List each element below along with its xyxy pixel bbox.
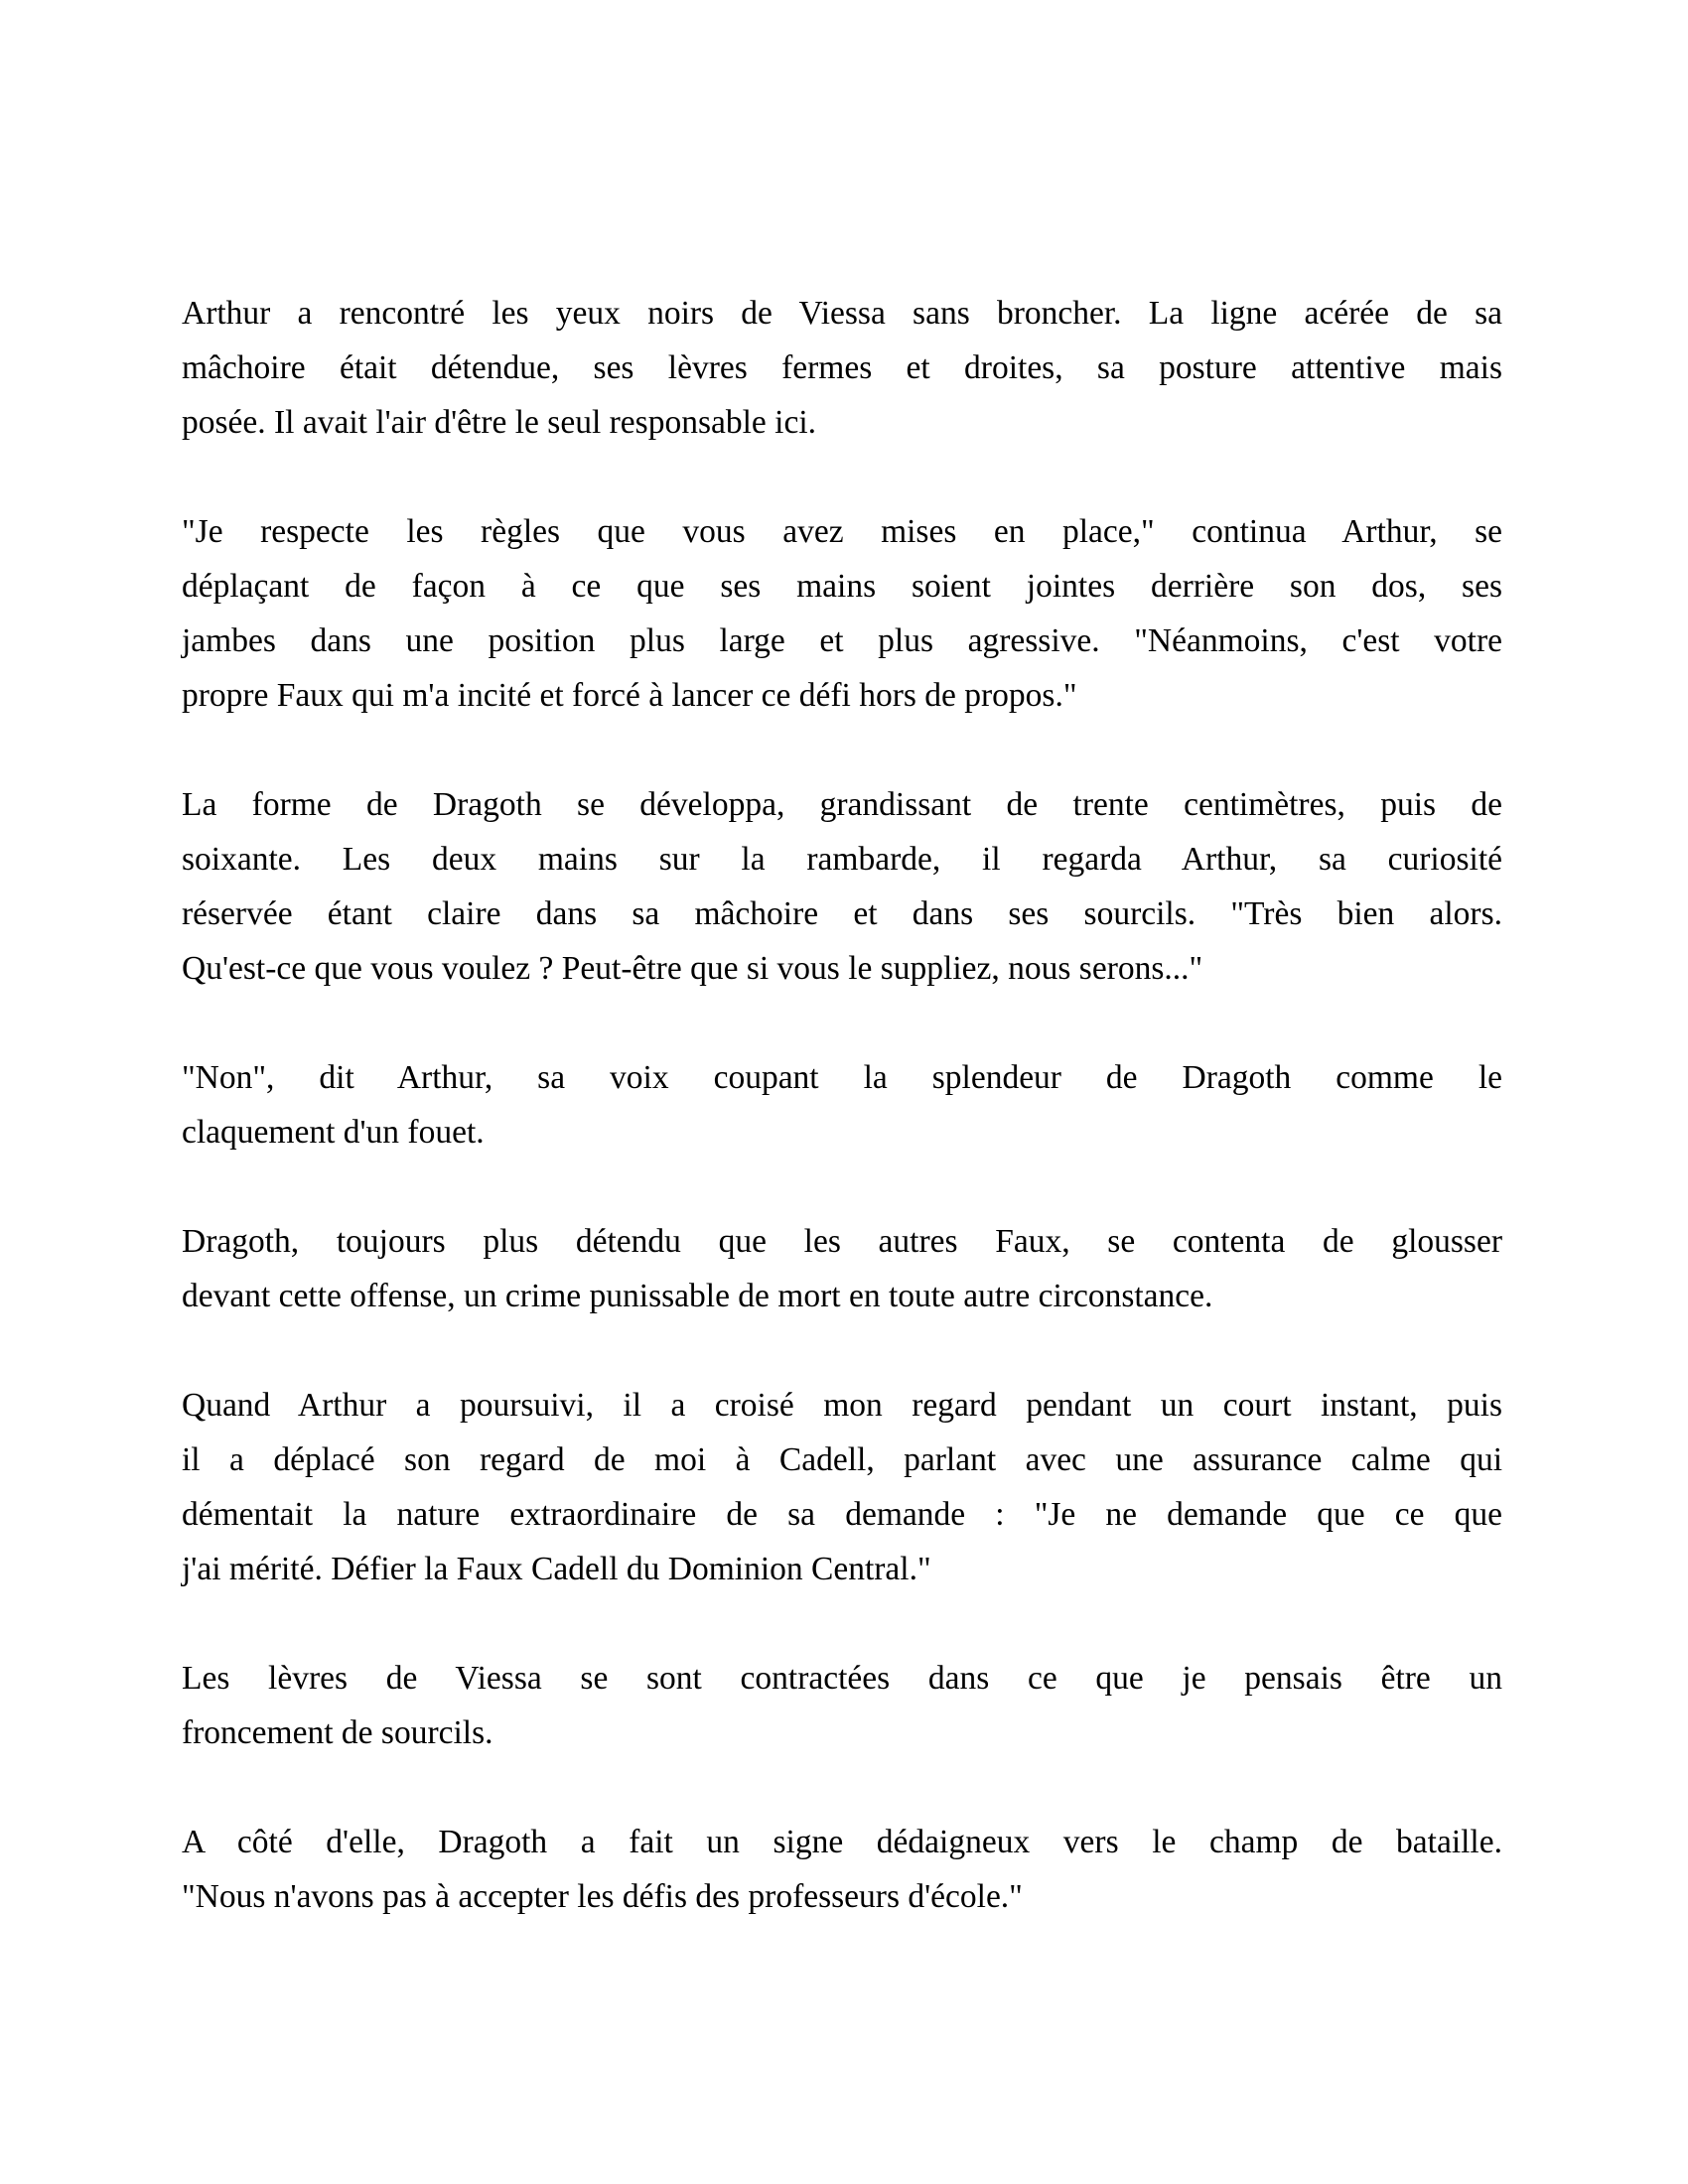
text-line: posée. Il avait l'air d'être le seul responsable ici. xyxy=(182,404,817,441)
text-line: A côté d'elle, Dragoth a fait un signe dédaigneux vers le champ de bataille. xyxy=(182,1824,1502,1860)
text-line: j'ai mérité. Défier la Faux Cadell du Dominion Central." xyxy=(182,1551,931,1587)
text-line: devant cette offense, un crime punissable de mort en toute autre circonstance. xyxy=(182,1278,1213,1314)
paragraph-8 xyxy=(182,1815,1502,1924)
paragraph-3 xyxy=(182,777,1502,996)
text-line: La forme de Dragoth se développa, grandissant de trente centimètres, puis de xyxy=(182,786,1502,823)
text-line: propre Faux qui m'a incité et forcé à lancer ce défi hors de propos." xyxy=(182,677,1077,714)
text-line: Les lèvres de Viessa se sont contractées dans ce que je pensais être un xyxy=(182,1660,1502,1697)
text-line: soixante. Les deux mains sur la rambarde, il regarda Arthur, sa curiosité xyxy=(182,841,1502,878)
text-line: démentait la nature extraordinaire de sa demande : "Je ne demande que ce que xyxy=(182,1496,1502,1533)
document-page xyxy=(182,286,1502,1979)
paragraph-4 xyxy=(182,1050,1502,1160)
text-line: jambes dans une position plus large et plus agressive. "Néanmoins, c'est votre xyxy=(182,622,1502,659)
text-line: froncement de sourcils. xyxy=(182,1714,493,1751)
text-line: "Je respecte les règles que vous avez mises en place," continua Arthur, se xyxy=(182,513,1502,550)
paragraph-2 xyxy=(182,504,1502,723)
paragraph-7 xyxy=(182,1651,1502,1760)
text-line: mâchoire était détendue, ses lèvres fermes et droites, sa posture attentive mais xyxy=(182,349,1502,386)
text-line: Qu'est-ce que vous voulez ? Peut-être que si vous le suppliez, nous serons..." xyxy=(182,950,1203,987)
text-line: Dragoth, toujours plus détendu que les autres Faux, se contenta de glousser xyxy=(182,1223,1502,1260)
text-line: déplaçant de façon à ce que ses mains soient jointes derrière son dos, ses xyxy=(182,568,1502,605)
text-line: il a déplacé son regard de moi à Cadell, parlant avec une assurance calme qui xyxy=(182,1441,1502,1478)
text-line: claquement d'un fouet. xyxy=(182,1114,485,1151)
text-line: Quand Arthur a poursuivi, il a croisé mon regard pendant un court instant, puis xyxy=(182,1387,1502,1424)
paragraph-6 xyxy=(182,1378,1502,1596)
text-line: "Non", dit Arthur, sa voix coupant la splendeur de Dragoth comme le xyxy=(182,1059,1502,1096)
paragraph-5 xyxy=(182,1214,1502,1323)
text-line: "Nous n'avons pas à accepter les défis des professeurs d'école." xyxy=(182,1878,1023,1915)
text-line: réservée étant claire dans sa mâchoire et dans ses sourcils. "Très bien alors. xyxy=(182,895,1502,932)
paragraph-1 xyxy=(182,286,1502,450)
text-line: Arthur a rencontré les yeux noirs de Viessa sans broncher. La ligne acérée de sa xyxy=(182,295,1502,332)
